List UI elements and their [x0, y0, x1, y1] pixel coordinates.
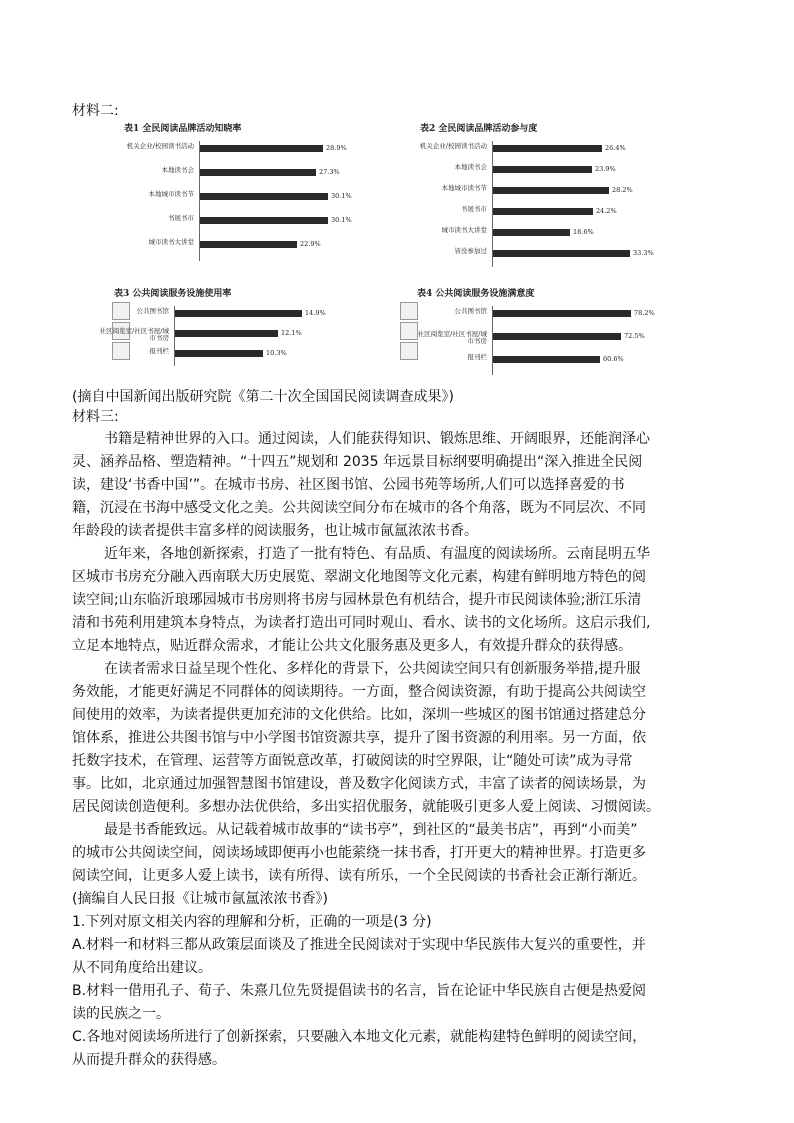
bar-category-label: 社区阅览室/社区书屋/城市书房	[99, 327, 169, 342]
question-stem: 1.下列对原文相关内容的理解和分析，正确的一项是(3 分)	[72, 914, 432, 930]
text-line: 居民阅读创造便利。多想办法优供给，多出实招优服务，就能吸引更多人爱上阅读、习惯阅读。	[72, 799, 660, 815]
chart-title: 表1 全民阅读品牌活动知晓率	[124, 124, 242, 134]
material-2-source: (摘自中国新闻出版研究院《第二十次全国国民阅读调查成果》)	[72, 389, 454, 405]
source-line: (摘编自人民日报《让城市氤氲浓浓书香》)	[72, 891, 328, 907]
text-line: 清和书苑利用建筑本身特点，为读者打造出可同时观山、看水、读书的文化场所。这启示我们,	[72, 615, 651, 631]
bar-category-label: 书展书市	[168, 214, 194, 222]
chart-2	[382, 117, 654, 257]
option-a-cont: 从不同角度给出建议。	[72, 960, 212, 976]
bar	[175, 330, 278, 337]
bar	[493, 187, 609, 194]
bar	[493, 310, 631, 317]
text-line: 读，建设‘书香中国’”。在城市书房、社区图书馆、公园书苑等场所,人们可以选择喜爱的书	[72, 477, 625, 493]
bar	[200, 241, 297, 248]
bar	[200, 217, 328, 224]
text-line: 在读者需求日益呈现个性化、多样化的背景下，公共阅读空间只有创新服务举措,提升服	[104, 661, 641, 677]
bookshelf-icon	[400, 322, 418, 340]
option-a: A.材料一和材料三都从政策层面谈及了推进全民阅读对于实现中华民族伟大复兴的重要性，并	[72, 937, 646, 953]
text-line: 区城市书房充分融入西南联大历史展览、翠湖文化地图等文化元素，构建有鲜明地方特色的阅	[72, 569, 646, 585]
chart-3	[84, 282, 354, 382]
bar-value-label: 18.6%	[573, 228, 594, 236]
bar	[200, 169, 316, 176]
text-line: 读空间;山东临沂琅琊园城市书房则将书房与园林景色有机结合，提升市民阅读体验;浙江乐清	[72, 592, 642, 608]
bar-category-label: 公共图书馆	[136, 307, 169, 315]
bar	[493, 229, 570, 236]
bar-value-label: 14.9%	[305, 309, 326, 317]
bar-value-label: 30.1%	[331, 192, 352, 200]
bar	[175, 350, 263, 357]
bar-value-label: 78.2%	[634, 309, 655, 317]
survey-charts	[84, 117, 655, 373]
option-c-cont: 从而提升群众的获得感。	[72, 1052, 226, 1068]
bar-category-label: 本地城市读书节	[148, 190, 194, 198]
text-line: 年龄段的读者提供丰富多样的阅读服务，也让城市氤氲浓浓书香。	[72, 523, 478, 539]
text-line: 阅读空间，让更多人爱上读书，读有所得、读有所乐，一个全民阅读的书香社会正渐行渐近。	[72, 868, 646, 884]
material-3-heading: 材料三:	[72, 409, 119, 425]
bar	[200, 193, 328, 200]
bar-category-label: 社区阅览室/社区书屋/城市书房	[417, 330, 487, 345]
bar-value-label: 60.6%	[603, 355, 624, 363]
bar-value-label: 26.4%	[605, 144, 626, 152]
bar	[493, 250, 630, 257]
bar-value-label: 12.1%	[281, 329, 302, 337]
bar-category-label: 报刊栏	[149, 347, 169, 355]
bar	[493, 356, 600, 363]
bar-value-label: 33.3%	[633, 249, 654, 257]
text-line: 事。比如，北京通过加强智慧图书馆建设，普及数字化阅读方式，丰富了读者的阅读场景，为	[72, 776, 646, 792]
bar-value-label: 23.9%	[595, 165, 616, 173]
chart-axis	[492, 141, 493, 267]
bar-value-label: 28.9%	[326, 144, 347, 152]
bar-category-label: 本地城市读书节	[441, 184, 487, 192]
bar-category-label: 本地读书会	[161, 166, 194, 174]
bar-category-label: 公共图书馆	[454, 307, 487, 315]
text-line: 籍，沉浸在书海中感受文化之美。公共阅读空间分布在城市的各个角落，既为不同层次、不同	[72, 500, 646, 516]
option-c: C.各地对阅读场所进行了创新探索，只要融入本地文化元素，就能构建特色鲜明的阅读空间，	[72, 1029, 647, 1045]
newsstand-icon	[400, 342, 418, 360]
bar	[175, 310, 302, 317]
bar-category-label: 书展书市	[461, 205, 487, 213]
bar-value-label: 22.9%	[300, 240, 321, 248]
library-icon	[400, 302, 418, 320]
bar-category-label: 城市读书大讲堂	[441, 226, 487, 234]
bar-value-label: 28.2%	[612, 186, 633, 194]
chart-1	[84, 117, 354, 248]
chart-title: 表4 公共阅读服务设施满意度	[417, 289, 535, 299]
chart-title: 表3 公共阅读服务设施使用率	[114, 289, 232, 299]
text-line: 馆体系，推进公共图书馆与中小学图书馆资源共享，提升了图书资源的利用率。另一方面，依	[72, 730, 646, 746]
bar-category-label: 报刊栏	[467, 353, 487, 361]
text-line: 务效能，才能更好满足不同群体的阅读期待。一方面，整合阅读资源，有助于提高公共阅读空	[72, 684, 646, 700]
option-b: B.材料一借用孔子、荀子、朱熹几位先贤提倡读书的名言，旨在论证中华民族自古便是热爱阅	[72, 983, 647, 999]
bar	[493, 145, 602, 152]
bar	[493, 166, 592, 173]
bar-category-label: 城市读书大讲堂	[148, 238, 194, 246]
bar-category-label: 本地读书会	[454, 163, 487, 171]
text-line: 间使用的效率，为读者提供更加充沛的文化供给。比如，深圳一些城区的图书馆通过搭建总分	[72, 707, 646, 723]
bar	[493, 333, 621, 340]
text-line: 的城市公共阅读空间，阅读场域即便再小也能萦绕一抹书香，打开更大的精神世界。打造更多	[72, 845, 646, 861]
text-line: 近年来，各地创新探索，打造了一批有特色、有品质、有温度的阅读场所。云南昆明五华	[104, 546, 650, 562]
bar	[200, 145, 323, 152]
bar-value-label: 72.5%	[624, 332, 645, 340]
bar-value-label: 10.3%	[266, 349, 287, 357]
material-2-heading: 材料二:	[72, 103, 119, 119]
option-b-cont: 读的民族之一。	[72, 1006, 170, 1022]
text-line: 灵、涵养品格、塑造精神。“十四五”规划和 2035 年远景目标纲要明确提出“深入推进全民阅	[72, 454, 643, 470]
text-line: 立足本地特点，贴近群众需求，才能让公共文化服务惠及更多人，有效提升群众的获得感。	[72, 638, 632, 654]
bar-category-label: 机关企业/校园读书活动	[126, 142, 194, 150]
bar-value-label: 27.3%	[319, 168, 340, 176]
bar-category-label: 机关企业/校园读书活动	[419, 142, 487, 150]
bar-value-label: 24.2%	[596, 207, 617, 215]
text-line: 书籍是精神世界的入口。通过阅读，人们能获得知识、锻炼思维、开阔眼界，还能润泽心	[104, 431, 650, 447]
text-line: 托数字技术，在管理、运营等方面锐意改革，打破阅读的时空界限，让“随处可读”成为寻常	[72, 753, 633, 769]
chart-4	[382, 282, 655, 382]
bar-value-label: 30.1%	[331, 216, 352, 224]
bar	[493, 208, 593, 215]
text-line: 最是书香能致远。从记载着城市故事的“读书亭”，到社区的“最美书店”，再到“小而美”	[104, 822, 638, 838]
bar-category-label: 皆没参加过	[454, 247, 487, 255]
chart-title: 表2 全民阅读品牌活动参与度	[420, 124, 538, 134]
